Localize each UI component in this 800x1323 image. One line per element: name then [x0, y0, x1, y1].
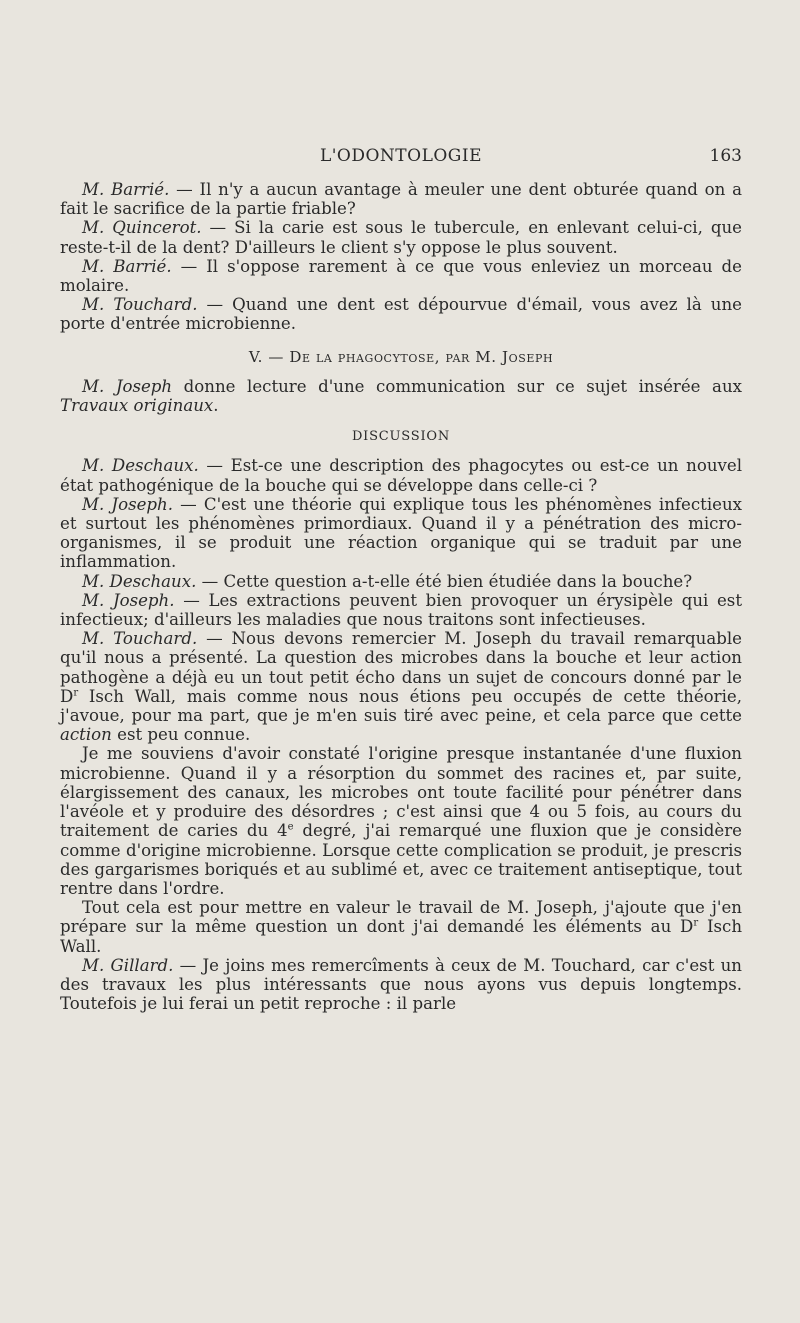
speaker-name: M. Barrié.: [82, 256, 172, 276]
page-number: 163: [709, 146, 742, 166]
paragraph: [60, 572, 742, 591]
paragraph-text: donne lecture d'une communication sur ce sujet insérée aux: [172, 376, 742, 396]
speaker-name: M. Touchard.: [82, 629, 198, 649]
discussion-heading: DISCUSSION: [351, 429, 451, 445]
speaker-name: M. Barrié.: [82, 180, 170, 199]
italic-word: action: [60, 725, 112, 745]
paragraph-text: .: [213, 396, 219, 416]
paragraph-text: Isch Wall.: [60, 917, 743, 956]
running-title: L'ODONTOLOGIE: [319, 146, 483, 166]
paragraph-text: — Est-ce une description des phagocytes ou est-ce un nouvel état pathogénique de la bouche qui se développe dans celle-ci ?: [60, 456, 743, 495]
paragraph-text: — Je joins mes remercîments à ceux de M. Touchard, car c'est un des travaux les plus intéressants que nous ayons vus depuis longtemps. Toutefois je lui ferai un petit reproche : il parle: [60, 955, 742, 1014]
paragraph: [60, 495, 742, 572]
superscript: e: [287, 821, 294, 833]
speaker-name: M. Joseph.: [82, 494, 173, 514]
paragraph-text: est peu connue.: [111, 725, 251, 745]
speaker-name: M. Quincerot.: [82, 218, 202, 238]
paragraph: [60, 180, 742, 218]
speaker-name: M. Deschaux.: [82, 456, 199, 476]
body-text: [60, 180, 742, 1013]
paragraph: [60, 744, 742, 898]
paragraph: [60, 956, 742, 1014]
paragraph-text: degré, j'ai remarqué une fluxion que je considère comme d'origine microbienne. Lorsque cette complication se produit, je prescris des gargarismes boriqués et au sublimé et, avec ce traitement antiseptique, tout rentre dans l'ordre.: [60, 821, 743, 898]
superscript: r: [73, 687, 79, 699]
paragraph: [60, 629, 742, 744]
paragraph-text: — Les extractions peuvent bien provoquer un érysipèle qui est infectieux; d'ailleurs les maladies que nous traitons sont infectieuses.: [60, 590, 742, 630]
paragraph-text: — Nous devons remercier M. Joseph du travail remarquable qu'il nous a présenté. La question des microbes dans la bouche et leur action pathogène a déjà eu un tout petit écho dans un sujet de concours donné par le D: [60, 629, 742, 706]
paragraph-text: Je me souviens d'avoir constaté l'origine presque instantanée d'une fluxion microbienne. Quand il y a résorption du sommet des racines et, par suite, élargissement des canaux, les microbes ont toute facilité pour pénétrer dans l'avéole et y produire des désordres ; c'est ainsi que 4 ou 5 fois, au cours du traitement de caries du 4: [60, 744, 742, 841]
page-header: [60, 146, 742, 170]
paragraph-text: — Il s'oppose rarement à ce que vous enleviez un morceau de molaire.: [60, 256, 742, 296]
speaker-name: M. Gillard.: [82, 955, 174, 975]
speaker-name: M. Touchard.: [82, 295, 198, 315]
paragraph: [60, 377, 742, 415]
speaker-name: M. Joseph.: [82, 590, 175, 610]
section-title: De la phagocytose, par M. Joseph: [289, 347, 554, 366]
paragraph: [60, 257, 742, 295]
section-dash: —: [268, 347, 284, 366]
italic-reference: Travaux originaux: [60, 396, 214, 416]
paragraph-text: — Il n'y a aucun avantage à meuler une dent obturée quand on a fait le sacrifice de la partie friable?: [60, 180, 742, 219]
paragraph-text: — Cette question a-t-elle été bien étudiée dans la bouche?: [196, 571, 693, 591]
paragraph: [60, 218, 742, 256]
paragraph: [60, 591, 742, 629]
speaker-name: M. Deschaux.: [82, 571, 197, 591]
paragraph-text: — Quand une dent est dépourvue d'émail, vous avez là une porte d'entrée microbienne.: [60, 295, 742, 334]
paragraph-text: — Si la carie est sous le tubercule, en enlevant celui-ci, que reste-t-il de la dent? D'ailleurs le client s'y oppose le plus souvent.: [60, 218, 742, 257]
paragraph-text: Isch Wall, mais comme nous nous étions peu occupés de cette théorie, j'avoue, pour ma part, que je m'en suis tiré avec peine, et cela parce que cette: [60, 686, 742, 726]
paragraph-text: — C'est une théorie qui explique tous les phénomènes infectieux et surtout les phénomènes primordiaux. Quand il y a pénétration des micro-organismes, il se produit une réaction organique qui se traduit par une inflammation.: [60, 494, 742, 572]
paragraph: [60, 898, 742, 956]
paragraph: [60, 295, 742, 333]
section-heading: [60, 348, 742, 367]
superscript: r: [693, 917, 699, 929]
paragraph-text: Tout cela est pour mettre en valeur le travail de M. Joseph, j'ajoute que j'en prépare sur la même question un dont j'ai demandé les éléments au D: [60, 898, 742, 937]
paragraph: [60, 456, 742, 494]
section-number: V.: [248, 347, 264, 366]
speaker-name: M. Joseph: [82, 376, 173, 396]
